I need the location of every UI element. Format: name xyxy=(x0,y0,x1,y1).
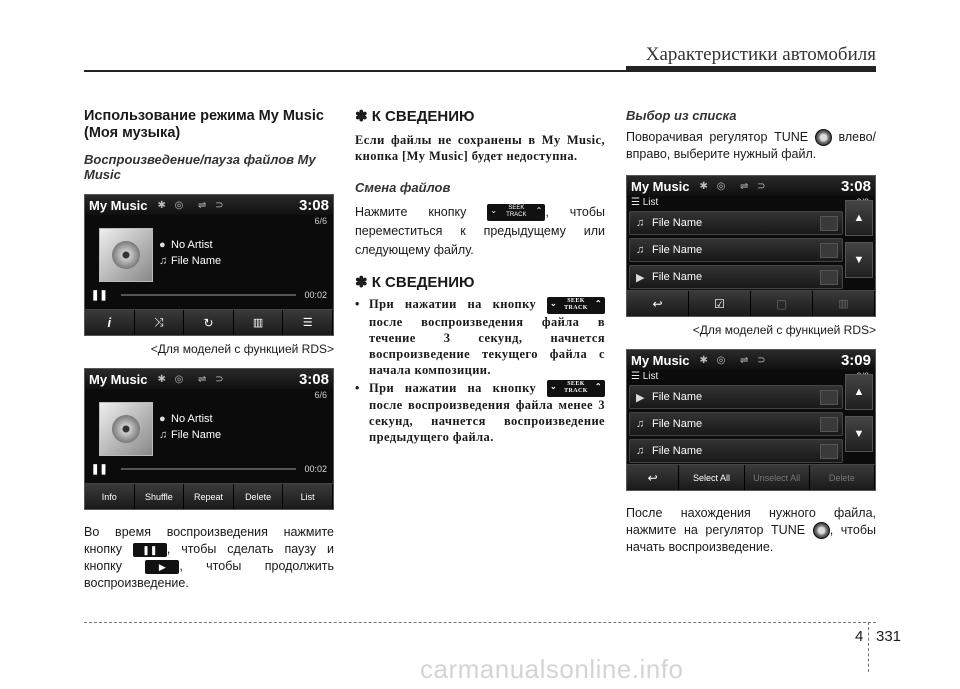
delete-icon[interactable]: ▥ xyxy=(234,310,284,335)
list-item[interactable]: ▶ File Name xyxy=(629,385,843,409)
play-instructions: После нахождения нужного файла, нажмите на регулятор TUNE , чтобы начать воспроизведение. xyxy=(626,506,876,555)
elapsed-time: 00:02 xyxy=(304,464,327,474)
select-all-button[interactable]: Select All xyxy=(679,465,744,490)
screen-titlebar xyxy=(85,369,333,389)
clock: 3:08 xyxy=(840,177,871,195)
list-item[interactable]: ▶ File Name xyxy=(629,265,843,289)
list-item[interactable]: ♫ File Name xyxy=(629,238,843,262)
list-header: ☰ List xyxy=(631,371,659,383)
list-icon: ☰ xyxy=(631,197,643,209)
chapter-number: 4 xyxy=(855,628,864,645)
caption: <Для моделей с функцией RDS> xyxy=(692,323,876,338)
list-item[interactable]: ♫ File Name xyxy=(629,439,843,463)
clock: 3:08 xyxy=(298,196,329,214)
status-icons: ✱ ◎ ⇌ ⊃ xyxy=(699,180,769,192)
list-icon[interactable]: ☰ xyxy=(283,310,333,335)
list-item[interactable]: ♫ File Name xyxy=(629,412,843,436)
pause-instructions: Во время воспроизведения нажмите кнопку ❚❚ , чтобы сделать паузу и кнопку ▶ , чтобы продолжить воспроизведение. xyxy=(84,525,334,590)
screen-titlebar xyxy=(627,176,875,196)
music-note-icon: ♫ xyxy=(636,445,645,458)
pause-icon[interactable]: ❚❚ xyxy=(91,289,108,301)
person-icon: ● xyxy=(159,239,166,251)
column-2 xyxy=(355,108,605,445)
play-circle-icon: ▶ xyxy=(636,271,645,284)
screen-playback-rds xyxy=(84,194,334,336)
repeat-icon[interactable]: ↻ xyxy=(184,310,234,335)
status-icons: ✱ ◎ ⇌ ⊃ xyxy=(699,354,769,366)
music-note-icon: ♫ xyxy=(159,255,168,267)
back-icon[interactable]: ↩ xyxy=(627,465,679,490)
delete-button[interactable]: Delete xyxy=(234,484,284,509)
progress-bar xyxy=(85,461,333,477)
music-note-icon: ♫ xyxy=(159,429,168,441)
file-line: ♫ File Name xyxy=(159,255,222,267)
pause-icon: ❚❚ xyxy=(133,543,167,557)
scroll-down-button[interactable]: ▼ xyxy=(845,242,873,278)
clock: 3:09 xyxy=(840,351,871,369)
screen-title: My Music xyxy=(631,178,690,194)
footer-rule xyxy=(84,622,876,623)
person-icon: ● xyxy=(159,413,166,425)
list-icon: ☰ xyxy=(631,371,643,383)
screen-list xyxy=(626,349,876,491)
repeat-button[interactable]: Repeat xyxy=(184,484,234,509)
tune-knob-icon xyxy=(815,129,832,146)
list-button[interactable]: List xyxy=(283,484,333,509)
play-icon: ▶ xyxy=(145,560,179,574)
header-accent-bar xyxy=(626,66,876,71)
screen-titlebar xyxy=(627,350,875,370)
footer-divider xyxy=(868,622,869,672)
music-note-icon: ♫ xyxy=(636,217,645,230)
note-text: Если файлы не сохранены в My Music, кнопка [My Music] будет недоступна. xyxy=(355,133,605,163)
watermark: carmanualsonline.info xyxy=(420,654,684,684)
change-files-text: Нажмите кнопку ⌄ SEEK TRACK ⌃ , чтобы переместиться к предыдущему или следующему файлу. xyxy=(355,205,605,257)
shuffle-button[interactable]: Shuffle xyxy=(135,484,185,509)
column-1 xyxy=(84,108,334,592)
seek-track-icon: ⌄ SEEK TRACK ⌃ xyxy=(487,204,545,221)
checkbox-icon[interactable]: ☑ xyxy=(689,291,751,316)
music-note-icon: ♫ xyxy=(636,418,645,431)
section-subheading: Воспроизведение/пауза файлов My Music xyxy=(84,152,316,182)
file-line: ♫ File Name xyxy=(159,429,222,441)
album-art-icon xyxy=(99,228,153,282)
control-bar xyxy=(627,290,875,316)
control-bar xyxy=(85,309,333,335)
shuffle-icon[interactable]: ⤨ xyxy=(135,310,185,335)
list-select-heading: Выбор из списка xyxy=(626,108,737,123)
seek-track-icon: ⌄ SEEK TRACK ⌃ xyxy=(547,380,605,397)
section-heading: Использование режима My Music (Моя музыка) xyxy=(84,108,324,141)
control-bar xyxy=(85,483,333,509)
screen-title: My Music xyxy=(89,371,148,387)
scroll-up-button[interactable]: ▲ xyxy=(845,374,873,410)
progress-bar xyxy=(85,287,333,303)
info-icon[interactable]: i xyxy=(85,310,135,335)
status-icons: ✱ ◎ ⇌ ⊃ xyxy=(157,199,227,211)
screen-titlebar xyxy=(85,195,333,215)
pause-icon[interactable]: ❚❚ xyxy=(91,463,108,475)
elapsed-time: 00:02 xyxy=(304,290,327,300)
list-select-text: Поворачивая регулятор TUNE влево/вправо, выберите нужный файл. xyxy=(626,130,877,162)
caption: <Для моделей с функцией RDS> xyxy=(150,342,334,356)
track-count: 6/6 xyxy=(314,216,327,226)
scroll-up-button[interactable]: ▲ xyxy=(845,200,873,236)
control-bar xyxy=(627,464,875,490)
track-count: 6/6 xyxy=(314,390,327,400)
note-bullet: • При нажатии на кнопку ⌄ SEEK TRACK ⌃ после воспроизведения файла менее 3 секунд, начнется воспроизведение предыдущего файла. xyxy=(355,380,605,445)
header-title: Характеристики автомобиля xyxy=(645,44,876,65)
change-files-heading: Смена файлов xyxy=(355,180,451,195)
note-heading: ✽ К СВЕДЕНИЮ xyxy=(355,274,475,291)
status-icons: ✱ ◎ ⇌ ⊃ xyxy=(157,373,227,385)
note-heading: ✽ К СВЕДЕНИЮ xyxy=(355,108,475,125)
list-item[interactable]: ♫ File Name xyxy=(629,211,843,235)
play-circle-icon: ▶ xyxy=(636,391,645,404)
clock: 3:08 xyxy=(298,370,329,388)
tune-knob-icon xyxy=(813,522,830,539)
column-3 xyxy=(626,108,876,556)
unselect-icon[interactable]: ▢ xyxy=(751,291,813,316)
artist-line: ● No Artist xyxy=(159,413,213,425)
note-bullet: • При нажатии на кнопку ⌄ SEEK TRACK ⌃ после воспроизведения файла в течение 3 секунд, начнется воспроизведение текущего файла с начала композиции. xyxy=(355,297,605,377)
scroll-down-button[interactable]: ▼ xyxy=(845,416,873,452)
artist-line: ● No Artist xyxy=(159,239,213,251)
screen-title: My Music xyxy=(631,352,690,368)
delete-icon[interactable]: ▥ xyxy=(813,291,875,316)
list-header: ☰ List xyxy=(631,197,659,209)
unselect-all-button[interactable]: Unselect All xyxy=(745,465,810,490)
screen-title: My Music xyxy=(89,197,148,213)
screen-playback xyxy=(84,368,334,510)
album-art-icon xyxy=(99,402,153,456)
screen-list-rds xyxy=(626,175,876,317)
info-button[interactable]: Info xyxy=(85,484,135,509)
seek-track-icon: ⌄ SEEK TRACK ⌃ xyxy=(547,297,605,314)
music-note-icon: ♫ xyxy=(636,244,645,257)
delete-button[interactable]: Delete xyxy=(810,465,875,490)
back-icon[interactable]: ↩ xyxy=(627,291,689,316)
page-number: 331 xyxy=(876,628,902,645)
